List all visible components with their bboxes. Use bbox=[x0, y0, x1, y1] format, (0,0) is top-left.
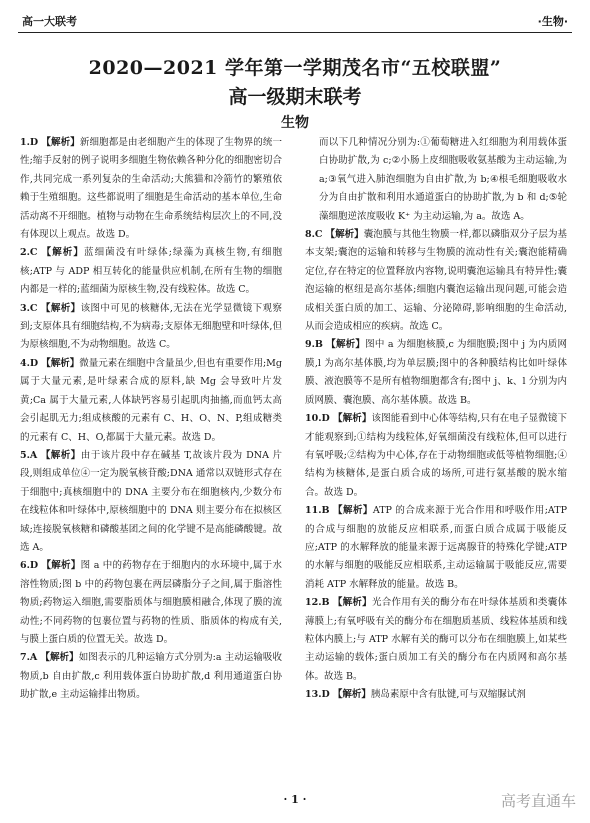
answer-item bbox=[305, 410, 567, 502]
answer-item bbox=[305, 134, 567, 226]
answer-text: 如图表示的几种运输方式分别为:a 主动运输吸收物质,b 自由扩散,c 利用载体蛋白协助扩散,d 利用通道蛋白协助扩散,e 主动运输排出物质。 bbox=[20, 652, 282, 701]
answer-text: 该图能看到中心体等结构,只有在电子显微镜下才能观察到;①结构为线粒体,好氧细菌没有线粒体,但可以进行有氧呼吸;②结构为中心体,存在于动物细胞或低等植物细胞;④结构为核糖体,是蛋白质合成的场所,可进行氨基酸的脱水缩合。故选 D。 bbox=[305, 413, 567, 498]
answer-number: 5.A bbox=[20, 449, 38, 461]
answer-number: 8.C bbox=[305, 229, 323, 241]
answer-number: 3.C bbox=[20, 302, 38, 314]
answer-text: 该图中可见的核糖体,无法在光学显微镜下观察到;支原体具有细胞结构,不为病毒;支原体无细胞壁和叶绿体,但为原核细胞,不为动物细胞。故选 C。 bbox=[20, 302, 282, 351]
answer-number: 7.A bbox=[20, 652, 38, 664]
analysis-tag: 【解析】 bbox=[40, 652, 79, 664]
analysis-tag: 【解析】 bbox=[332, 689, 371, 701]
left-column bbox=[20, 134, 282, 705]
answer-number: 9.B bbox=[305, 339, 323, 351]
answer-number: 6.D bbox=[20, 560, 39, 572]
answer-text: 微量元素在细胞中含量虽少,但也有重要作用;Mg 属于大量元素,是叶绿素合成的原料,缺 Mg 会导致叶片发黄;Ca 属于大量元素,人体缺钙容易引起肌肉抽搐,而血钙太高会引起肌无力;组成核酸的元素有 C、H、O、N、P,组成糖类的元素有 C、H、O,都属于大量元素。故选 D。 bbox=[20, 357, 282, 443]
answer-text: 由于该片段中存在碱基 T,故该片段为 DNA 片段,则组成单位④一定为脱氧核苷酸;DNA 通常以双链形式存在于细胞中;真核细胞中的 DNA 主要分布在细胞核内,少数分布在线粒体和叶绿体中,原核细胞中的 DNA 则主要分布在拟核区域;连接脱氧核糖和磷酸基团之间的化学键不是高能磷酸键。故选 A。 bbox=[20, 449, 282, 553]
answer-item bbox=[305, 336, 567, 410]
answer-text: 而以下几种情况分别为:①葡萄糖进入红细胞为利用载体蛋白协助扩散,为 c;②小肠上皮细胞吸收氨基酸为主动运输,为 a;③氧气进入肺泡细胞为自由扩散,为 b;④根毛细胞吸收水分为自由扩散和利用水通道蛋白的协助扩散,为 b 和 d;⑤轮藻细胞逆浓度吸收 K⁺ 为主动运输,为 a。故选 A。 bbox=[319, 137, 567, 222]
answer-text: 胰岛素原中含有肽键,可与双缩脲试剂 bbox=[370, 689, 526, 701]
answer-number: 13.D bbox=[305, 689, 330, 701]
answer-number: 11.B bbox=[305, 505, 330, 517]
analysis-tag: 【解析】 bbox=[41, 357, 80, 369]
answer-item bbox=[20, 649, 282, 704]
answer-item bbox=[20, 244, 282, 299]
answer-item bbox=[20, 355, 282, 447]
answer-item bbox=[305, 686, 567, 704]
answer-number: 10.D bbox=[305, 413, 330, 425]
right-column bbox=[305, 134, 567, 705]
subject-heading: 生物 bbox=[281, 115, 309, 131]
answer-item bbox=[305, 226, 567, 336]
analysis-tag: 【解析】 bbox=[41, 137, 80, 148]
answer-number: 2.C bbox=[20, 247, 38, 259]
analysis-tag: 【解析】 bbox=[333, 505, 373, 517]
header-rule bbox=[18, 32, 572, 33]
document-subtitle: 高一级期末联考 bbox=[228, 86, 362, 108]
answer-item bbox=[20, 300, 282, 355]
answer-text: 蓝细菌没有叶绿体;绿藻为真核生物,有细胞核;ATP 与 ADP 相互转化的能量供应机制,在所有生物的细胞内都是一样的;蓝细菌为原核生物,没有线粒体。故选 C。 bbox=[20, 247, 282, 296]
answer-text: 囊泡膜与其他生物膜一样,都以磷脂双分子层为基本支架;囊泡的运输和转移与生物膜的流动性有关;囊泡能精确定位,存在特定的位置释放内容物,说明囊泡运输具有特异性;囊泡运输的枢纽是高尔基体;细胞内囊泡运输出现问题,可能会造成相关蛋白质的加工、运输、分泌障碍,影响细胞的生命活动,从而会造成相应的疾病。故选 C。 bbox=[305, 229, 567, 333]
header-subject-label: ·生物· bbox=[537, 15, 568, 28]
answer-text: 光合作用有关的酶分布在叶绿体基质和类囊体薄膜上;有氧呼吸有关的酶分布在细胞质基质、线粒体基质和线粒体内膜上;与 ATP 水解有关的酶可以分布在细胞膜上,如某些主动运输的载体;蛋白质加工有关的酶分布在内质网和高尔基体。故选 B。 bbox=[305, 597, 567, 682]
analysis-tag: 【解析】 bbox=[41, 560, 81, 572]
answer-number: 4.D bbox=[20, 357, 39, 369]
answer-text: 图中 a 为细胞核膜,c 为细胞膜;图中 j 为内质网膜,l 为高尔基体膜,均为单层膜;图中的各种膜结构比如叶绿体膜、液泡膜等不是所有植物细胞都含有;图中 j、k、l 分别为内质网膜、囊泡膜、高尔基体膜。故选 B。 bbox=[305, 339, 567, 406]
analysis-tag: 【解析】 bbox=[40, 302, 81, 314]
answer-item bbox=[305, 594, 567, 686]
analysis-tag: 【解析】 bbox=[326, 339, 366, 351]
analysis-tag: 【解析】 bbox=[332, 413, 372, 425]
answer-number: 12.B bbox=[305, 597, 330, 609]
page-header bbox=[0, 0, 590, 34]
analysis-tag: 【解析】 bbox=[40, 449, 81, 461]
analysis-tag: 【解析】 bbox=[325, 229, 364, 241]
answer-text: 新细胞都是由老细胞产生的体现了生物界的统一性;缩手反射的例子说明多细胞生物依赖各种分化的细胞密切合作,共同完成一系列复杂的生命活动;大熊猫和冷箭竹的繁殖依赖于生殖细胞。这些都说明了细胞是生命活动的基本单位,生命活动离不开细胞。植物与动物在生命系统结构层次上的不同,没有体现以上观点。故选 D。 bbox=[20, 137, 282, 241]
answer-item bbox=[305, 502, 567, 594]
answer-item bbox=[20, 134, 282, 244]
answer-text: ATP 的合成来源于光合作用和呼吸作用;ATP 的合成与细胞的放能反应相联系,而蛋白质合成属于吸能反应;ATP 的水解释放的能量来源于远离腺苷的特殊化学键;ATP 的水解与细胞的吸能反应相联系,主动运输属于吸能反应,需要消耗 ATP 水解释放的能量。故选 B。 bbox=[305, 505, 567, 590]
header-left-label: 高一大联考 bbox=[22, 15, 77, 28]
answer-number: 1.D bbox=[20, 137, 39, 148]
answer-text: 图 a 中的药物存在于细胞内的水环境中,属于水溶性物质;图 b 中的药物包裹在两层磷脂分子之间,属于脂溶性物质;药物运入细胞,需要脂质体与细胞膜相融合,体现了膜的流动性;不同药物的包裹位置与药物的性质、脂质体的构成有关,与膜上蛋白质的位置无关。故选 D。 bbox=[20, 560, 282, 645]
answer-item bbox=[20, 557, 282, 649]
analysis-tag: 【解析】 bbox=[41, 247, 84, 259]
document-title: 2020—2021 学年第一学期茂名市“五校联盟” bbox=[88, 57, 502, 79]
answer-item bbox=[20, 447, 282, 557]
watermark: 高考直通车 bbox=[500, 792, 576, 810]
page-number: · 1 · bbox=[283, 793, 307, 806]
analysis-tag: 【解析】 bbox=[332, 597, 372, 609]
